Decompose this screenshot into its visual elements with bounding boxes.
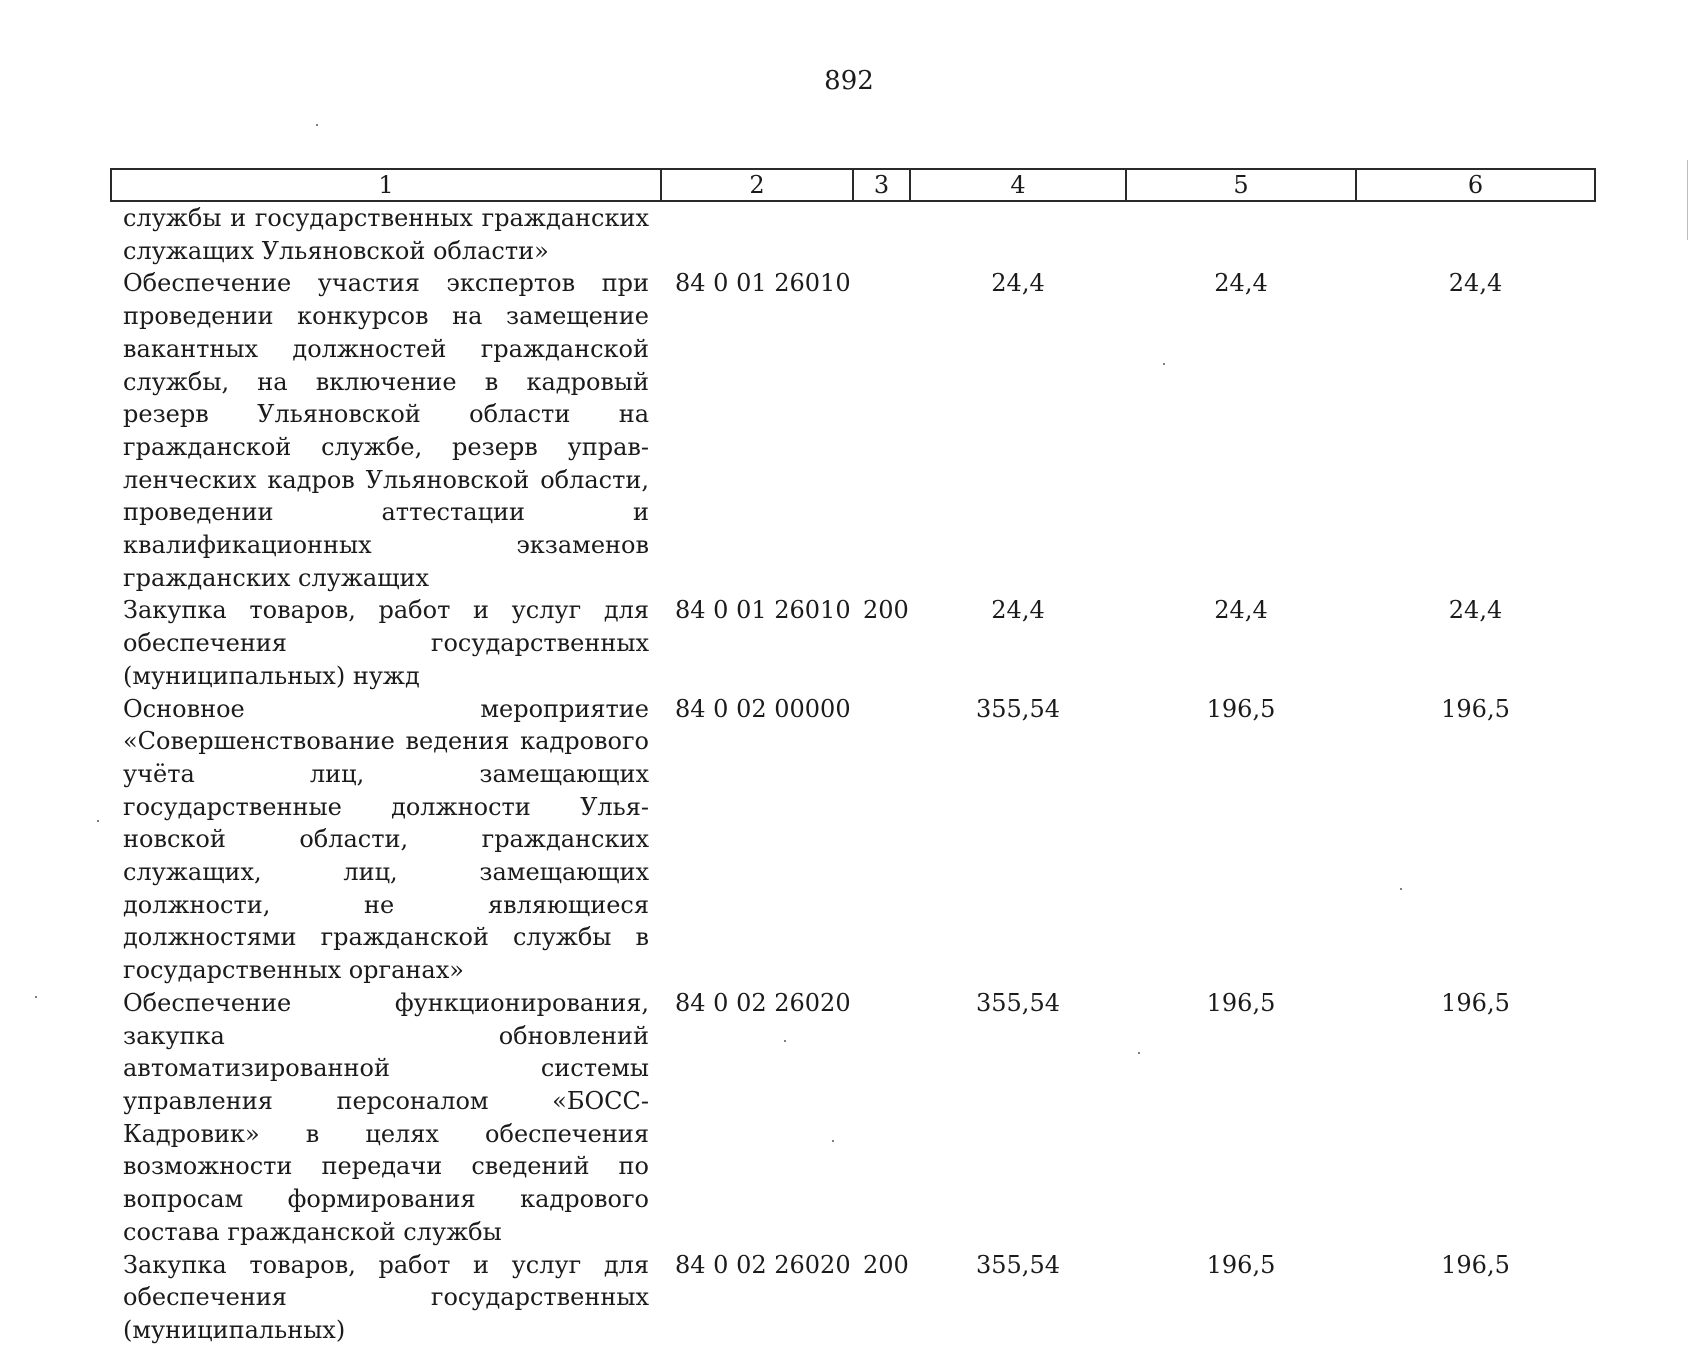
row-value-6: 196,5 bbox=[1441, 1250, 1510, 1279]
column-header-2: 2 bbox=[661, 169, 853, 201]
row-kvr bbox=[853, 693, 910, 987]
table-row bbox=[111, 987, 1595, 1249]
table-row bbox=[111, 594, 1595, 692]
table-row bbox=[111, 693, 1595, 987]
scan-speck bbox=[97, 820, 99, 822]
row-code: 84 0 01 26010 bbox=[675, 596, 851, 625]
row-kvr: 200 bbox=[863, 1250, 909, 1279]
row-value-5 bbox=[1126, 201, 1356, 267]
row-name: Обеспечение функционирования, закупка обновлений автоматизированной системы управления персоналом «БОСС-Кадровик» в целях обеспечения возможности передачи сведений по вопросам формирования кадрового состава гражданской службы bbox=[123, 988, 649, 1246]
row-value-6: 196,5 bbox=[1441, 694, 1510, 723]
row-value-4: 355,54 bbox=[976, 694, 1060, 723]
scan-speck bbox=[1138, 1052, 1140, 1054]
table-header-row bbox=[111, 169, 1595, 201]
scan-speck bbox=[1163, 363, 1165, 365]
budget-table bbox=[110, 168, 1596, 1347]
row-name: Закупка товаров, работ и услуг для обеспечения государственных (муниципальных) bbox=[123, 1250, 649, 1344]
row-value-6: 24,4 bbox=[1448, 596, 1503, 625]
page-number: 892 bbox=[824, 66, 874, 96]
row-value-5: 24,4 bbox=[1214, 269, 1268, 298]
row-value-4 bbox=[910, 201, 1126, 267]
row-value-4: 355,54 bbox=[976, 988, 1060, 1017]
row-kvr bbox=[853, 267, 910, 594]
row-value-4: 24,4 bbox=[991, 596, 1045, 625]
row-name: Закупка товаров, работ и услуг для обеспечения государственных (муниципальных) нужд bbox=[123, 596, 649, 690]
row-name: службы и государственных гражданских служащих Ульяновской области» bbox=[123, 204, 649, 265]
scan-speck bbox=[1400, 888, 1402, 890]
scan-edge-mark bbox=[1687, 160, 1688, 240]
row-code bbox=[661, 201, 853, 267]
column-header-1: 1 bbox=[111, 169, 661, 201]
table-row bbox=[111, 201, 1595, 267]
column-header-3: 3 bbox=[853, 169, 910, 201]
row-name: Основное мероприятие «Совершенствование ведения кадрового учёта лиц, замещающих государственные должности Ульяновской области, гражданских служащих, лиц, замещающих должности, не являющиеся должностями гражданской службы в государственных органах» bbox=[123, 694, 649, 985]
row-value-4: 355,54 bbox=[976, 1250, 1060, 1279]
row-kvr: 200 bbox=[863, 596, 909, 625]
row-value-5: 196,5 bbox=[1206, 988, 1276, 1017]
row-code: 84 0 02 26020 bbox=[675, 988, 851, 1017]
row-value-6: 24,4 bbox=[1448, 269, 1503, 298]
table-row bbox=[111, 267, 1595, 594]
scan-speck bbox=[316, 124, 318, 126]
column-header-5: 5 bbox=[1126, 169, 1356, 201]
row-value-4: 24,4 bbox=[991, 269, 1045, 298]
scan-speck bbox=[35, 996, 37, 998]
row-value-5: 196,5 bbox=[1206, 1250, 1276, 1279]
table-row bbox=[111, 1249, 1595, 1347]
column-header-6: 6 bbox=[1356, 169, 1595, 201]
scan-speck bbox=[832, 1140, 834, 1142]
scan-speck bbox=[784, 1040, 786, 1042]
row-value-6: 196,5 bbox=[1441, 988, 1510, 1017]
row-code: 84 0 02 00000 bbox=[675, 694, 851, 723]
column-header-4: 4 bbox=[910, 169, 1126, 201]
row-kvr bbox=[853, 987, 910, 1249]
row-value-5: 196,5 bbox=[1206, 694, 1276, 723]
row-value-5: 24,4 bbox=[1214, 596, 1268, 625]
row-value-6 bbox=[1356, 201, 1595, 267]
row-kvr bbox=[853, 201, 910, 267]
row-name: Обеспечение участия экспертов при проведении конкурсов на замещение вакантных должностей гражданской службы, на включение в кадровый резерв Ульяновской области на гражданской службе, резерв управленческих кадров Ульяновской области, проведении аттестации и квалификационных экзаменов гражданских служащих bbox=[123, 269, 649, 592]
row-code: 84 0 01 26010 bbox=[675, 269, 851, 298]
row-code: 84 0 02 26020 bbox=[675, 1250, 851, 1279]
